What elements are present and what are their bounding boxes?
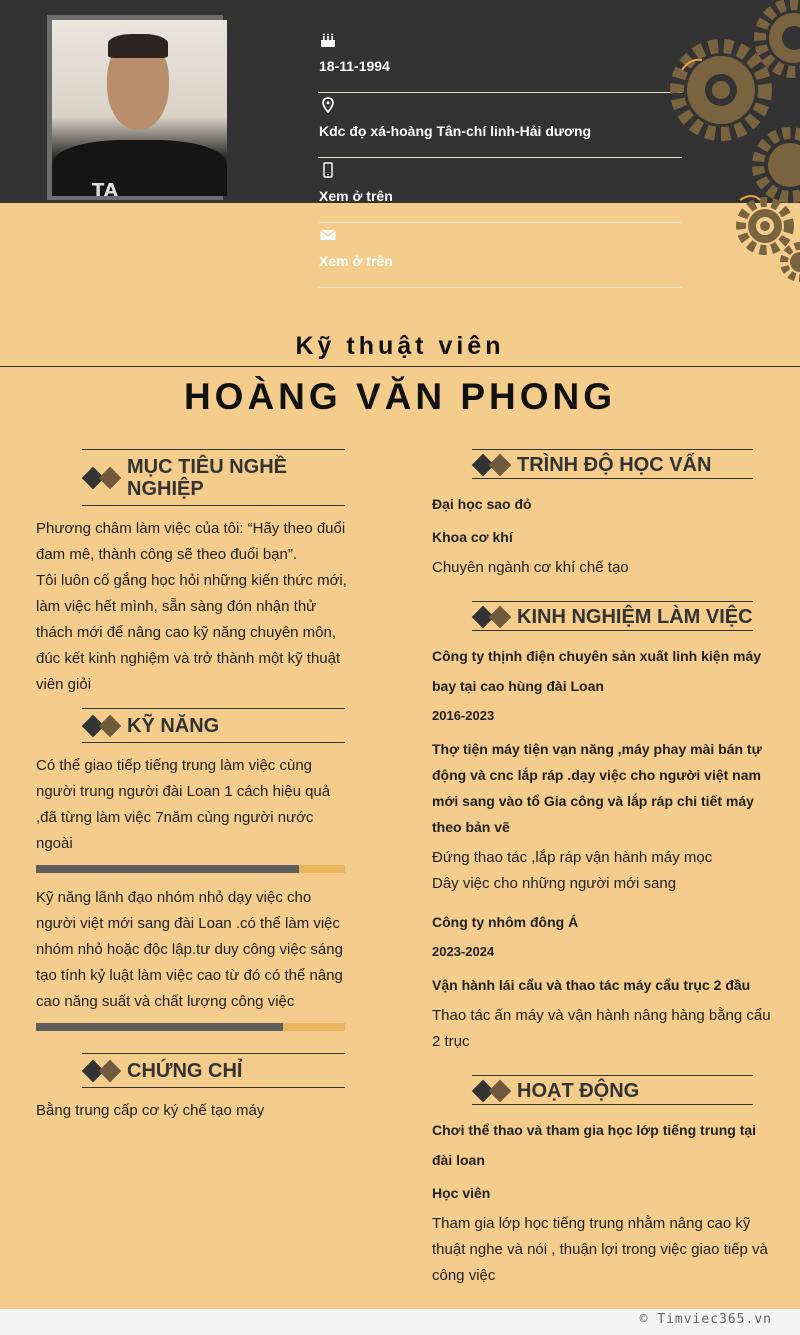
gear-icon: [677, 46, 765, 134]
candidate-name: HOÀNG VĂN PHONG: [183, 376, 617, 417]
gear-icon: [760, 4, 800, 72]
experience-position: Vận hành lái cẩu và thao tác máy cẩu trục 2 đầu: [432, 977, 751, 993]
contact-birthday: [318, 28, 682, 93]
education-faculty: Khoa cơ khí: [432, 529, 513, 545]
section-title: MỤC TIÊU NGHỀ NGHIỆP: [127, 456, 287, 500]
section-header-education: [472, 449, 753, 479]
contact-phone: [318, 158, 682, 223]
section-header-objective: [82, 449, 345, 506]
job-title: Kỹ thuật viên: [295, 332, 505, 360]
certificate-text: Bằng trung cấp cơ ký chế tạo máy: [36, 1102, 265, 1119]
experience-description: Đứng thao tác ,lắp ráp vận hành máy mọc Dây việc cho những người mới sang: [432, 849, 713, 892]
gear-icon: [741, 202, 789, 250]
section-title: CHỨNG CHỈ: [127, 1060, 243, 1082]
diamond-icon: [99, 715, 122, 738]
skill-level-fill: [36, 1023, 283, 1031]
address-value: Kdc đọ xá-hoàng Tân-chí linh-Hải dương: [319, 123, 592, 139]
diamond-icon: [489, 454, 512, 477]
section-title: HOẠT ĐỘNG: [517, 1080, 640, 1102]
envelope-icon: [320, 227, 336, 243]
avatar: TA: [52, 20, 227, 196]
experience-description: Thao tác ấn máy và vận hành nâng hàng bằng cẩu 2 trục: [432, 1007, 771, 1050]
divider: [0, 366, 800, 367]
diamond-icon: [99, 467, 122, 490]
footer: [0, 1309, 800, 1335]
section-title: KỸ NĂNG: [127, 715, 220, 737]
skill-level-fill: [36, 865, 299, 873]
education-school: Đại học sao đỏ: [432, 496, 532, 512]
diamond-icon: [99, 1060, 122, 1083]
contact-address: [318, 93, 682, 158]
diamond-icon: [489, 1080, 512, 1103]
skill-item: Có thể giao tiếp tiếng trung làm việc cùng người trung người đài Loan 1 cách hiệu quả ,đã từng làm việc 7năm cùng người nước ngoài: [36, 757, 331, 852]
section-header-skills: [82, 708, 345, 743]
skill-item: Kỹ năng lãnh đạo nhóm nhỏ dạy việc cho người việt mới sang đài Loan .có thể làm việc nhóm nhỏ hoặc độc lập.tư duy công việc sáng tạo tính kỷ luật làm việc cao từ đó có thể nâng cao năng suất và chất lượng công việc: [36, 889, 343, 1010]
activity-role: Học viên: [432, 1185, 491, 1201]
skill-level-bar: [36, 1023, 345, 1031]
activity-name: Chơi thể thao và tham gia học lớp tiếng trung tại đài loan: [432, 1122, 757, 1168]
contact-email: [318, 223, 682, 288]
gear-icon: [758, 133, 800, 197]
section-header-experience: [472, 601, 753, 631]
skill-level-bar: [36, 865, 345, 873]
education-major: Chuyên ngành cơ khí chế tạo: [432, 559, 629, 576]
section-title: KINH NGHIỆM LÀM VIỆC: [517, 606, 753, 628]
gears-decoration: [660, 0, 800, 285]
experience-period: 2023-2024: [432, 944, 495, 959]
cake-icon: [320, 32, 336, 48]
email-value: Xem ở trên: [319, 253, 393, 269]
experience-company: Công ty nhôm đông Á: [432, 914, 579, 930]
footer-copyright: © Timviec365.vn: [639, 1312, 772, 1327]
experience-position: Thợ tiện máy tiện vạn năng ,máy phay mài bán tự động và cnc lắp ráp .dạy việc cho người việt nam mới sang vào tổ Gia công và lắp ráp chi tiết máy theo bản vẽ: [432, 741, 762, 835]
diamond-icon: [489, 606, 512, 629]
objective-text: Phương châm làm việc của tôi: “Hãy theo đuổi đam mê, thành công sẽ theo đuổi bạn”. Tôi luôn cố gắng học hỏi những kiến thức mới, làm việc hết mình, sẵn sàng đón nhận thử thách mới để nâng cao kỹ năng chuyên môn, đúc kết kinh nghiệm và trở thành một kỹ thuật viên giỏi: [36, 520, 347, 693]
phone-icon: [320, 162, 336, 178]
activity-description: Tham gia lớp học tiếng trung nhằm nâng cao kỹ thuật nghe và nói , thuận lợi trong việc giao tiếp và công việc: [432, 1215, 768, 1284]
contact-list: [318, 28, 682, 288]
experience-company: Công ty thịnh điện chuyên sản xuất linh kiện máy bay tại cao hùng đài Loan: [432, 648, 762, 694]
section-title: TRÌNH ĐỘ HỌC VẤN: [517, 454, 712, 476]
section-header-activities: [472, 1075, 753, 1105]
section-header-certificates: [82, 1053, 345, 1088]
gear-icon: [784, 246, 800, 278]
experience-period: 2016-2023: [432, 708, 495, 723]
birthday-value: 18-11-1994: [319, 58, 390, 74]
map-marker-icon: [320, 97, 336, 113]
phone-value: Xem ở trên: [319, 188, 393, 204]
profile-photo-frame: [47, 15, 223, 200]
